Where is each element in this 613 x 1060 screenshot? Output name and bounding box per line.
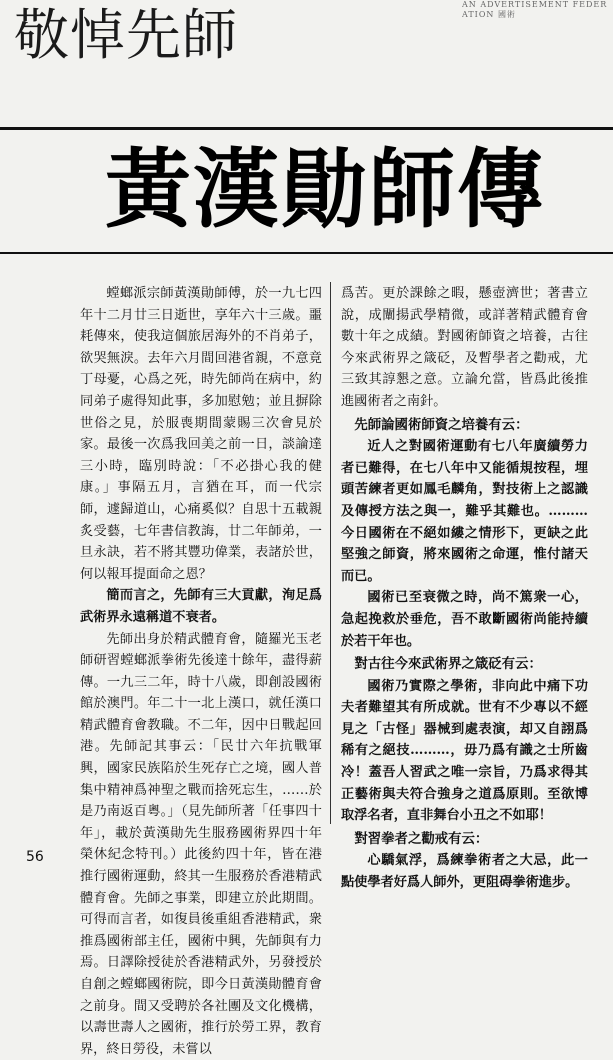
paragraph: 先師出身於精武體育會，隨羅光玉老師研習螳螂派拳術先後達十餘年，盡得薪傳。一九三二年，時十八歲，即創設國術館於澳門。年二十一北上漢口，就任漢口精武體育會教職。不二年，因中日戰起回港。先師記其事云：「民廿六年抗戰軍興，國家民族陷於生死存亡之境，國人普集中精神爲神聖之戰而捨死忘生，……於是乃南返百粵。」（見先師所著「任事四十年」，載於黃漢勛先生服務國術界四十年榮休紀念特刊。）此後約四十年，皆在港推行國術運動，終其一生服務於香港精武體育會。先師之事業，即建立於此期間。可得而言者，如復員後重組香港精武，衆推爲國術部主任，國術中興，先師與有力焉。日譯除授徒於香港精武外，另發授於自創之螳螂國術院，即今日黃漢勛體育會之前身。間又受聘於各社團及文化機構，以壽世壽人之國術，推行於勞工界，教育界，終日勞役，未嘗以 [80,629,322,1060]
section-heading: 對習拳者之勸戒有云： [341,829,588,851]
left-text-column [80,283,322,1060]
quote-paragraph: 國術乃實際之學術，非向此中痛下功夫者難望其有所成就。世有不少專以不經見之「古怪」器械到處表演，却又自詡爲稀有之絕技………，毋乃爲有識之士所齒冷！蓋吾人習武之唯一宗旨，乃爲求得其正藝術與夫符合強身之道爲原則。至欲博取浮名者，直非舞台小丑之不如耶！ [341,676,588,827]
quote-paragraph: 近人之對國術運動有七八年廣續勞力者已難得，在七八年中又能循規按程，埋頭苦練者更如鳳毛麟角，對技術上之認識及傳授方法之與一，難乎其難也。………今日國術在不絕如縷之情形下，更缺之此堅強之師資，將來國術之命運，惟付諸天而已。 [341,436,588,587]
right-text-column [341,283,588,894]
quote-paragraph: 國術已至衰微之時，尚不篤衆一心，急起挽救於垂危，吾不敢斷國術尚能持續於若干年也。 [341,587,588,652]
top-divider [0,127,613,130]
paragraph: 螳螂派宗師黃漢勛師傅，於一九七四年十二月廿三日逝世，享年六十三歲。噩耗傳來，使我這個旅居海外的不肖弟子，欲哭無淚。去年六月間回港省親，不意竟丁母憂，心爲之死，時先師尚在病中，約同弟子處得知此事，多加慰勉；並且摒除世俗之見，於服喪期間蒙賜三次會見於家。最後一次爲我回美之前一日，談論達三小時，臨別時說：「不必掛心我的健康。」事隔五月，言猶在耳，而一代宗師，遽歸道山，心痛奚似？自思十五載親炙受藝，七年書信教誨，廿二年師弟，一旦永訣，若不將其豐功偉業，表諸於世，何以報耳提面命之恩？ [80,283,322,585]
section-heading: 先師論國術師資之培養有云： [341,415,588,437]
quote-paragraph: 心驕氣浮，爲練拳術者之大忌，此一點使學者好爲人師外，更阻碍拳術進步。 [341,850,588,893]
corner-text: AN ADVERTISEMENT FEDERATION 國術 [462,0,613,22]
title-divider [0,252,613,254]
article-title: 黃漢勛師傳 [105,140,545,240]
summary-paragraph: 簡而言之，先師有三大貢獻，洵足爲武術界永遠稱道不衰者。 [80,585,322,628]
page-number: 56 [26,849,44,865]
column-header-title: 敬悼先師 [14,4,238,66]
column-divider [330,282,331,824]
paragraph: 爲苦。更於課餘之暇，懸壺濟世；著書立說，成闡揚武學精微，或詳著精武體育會數十年之成績。對國術師資之培養，古往今來武術界之箴砭，及暫學者之勸戒，尤三致其諄懇之意。立論允當，皆爲此後推進國術者之南針。 [341,283,588,413]
section-heading: 對古往今來武術界之箴砭有云： [341,654,588,676]
